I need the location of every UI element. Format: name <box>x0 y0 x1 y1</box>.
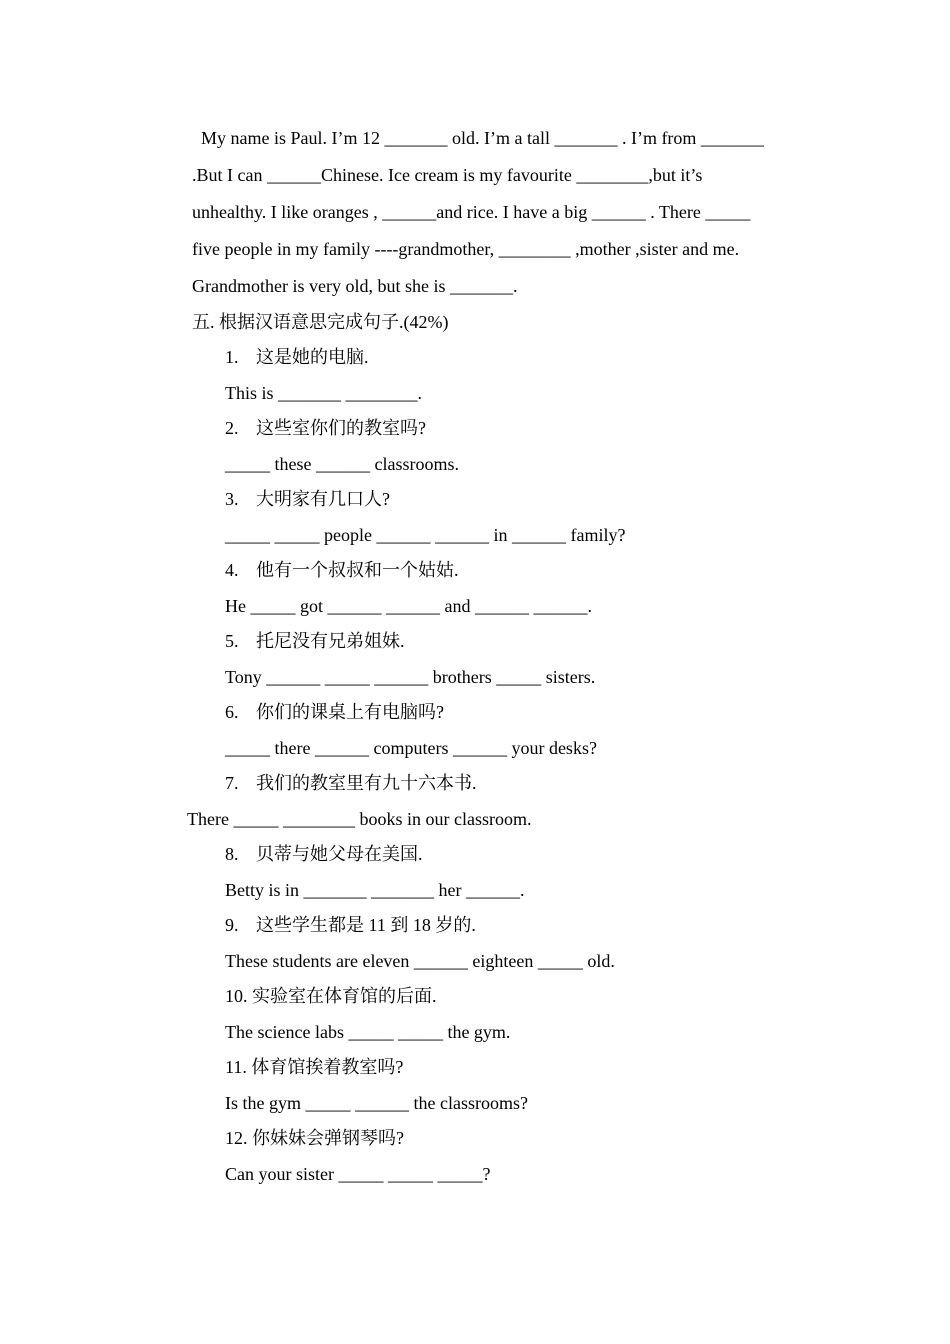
question-2-cn <box>225 417 426 439</box>
question-6-en: _____ there ______ computers ______ your desks? <box>225 738 597 758</box>
question-number: 9. <box>225 915 239 935</box>
question-number: 7. <box>225 773 239 793</box>
question-text-cn: 我们的教室里有九十六本书. <box>256 773 477 793</box>
question-6-cn <box>225 701 444 723</box>
question-number: 2. <box>225 418 239 438</box>
question-number: 5. <box>225 631 239 651</box>
question-11-cn <box>225 1056 403 1078</box>
question-9-cn <box>225 914 476 936</box>
question-8-cn <box>225 843 423 865</box>
question-number: 6. <box>225 702 239 722</box>
question-text-cn: 你们的课桌上有电脑吗? <box>256 702 444 722</box>
question-number: 11. <box>225 1057 247 1077</box>
question-number: 1. <box>225 347 239 367</box>
question-text-cn: 体育馆挨着教室吗? <box>251 1057 404 1077</box>
question-text-cn: 大明家有几口人? <box>256 489 390 509</box>
question-text-cn: 这是她的电脑. <box>256 347 369 367</box>
question-8-en: Betty is in _______ _______ her ______. <box>225 880 525 900</box>
passage-line-5: Grandmother is very old, but she is _______. <box>192 276 518 296</box>
question-text-cn: 你妹妹会弹钢琴吗? <box>252 1128 404 1148</box>
question-text-cn: 贝蒂与她父母在美国. <box>256 844 423 864</box>
question-number: 8. <box>225 844 239 864</box>
question-3-en: _____ _____ people ______ ______ in ______ family? <box>225 525 626 545</box>
question-number: 10. <box>225 986 248 1006</box>
question-11-en: Is the gym _____ ______ the classrooms? <box>225 1093 528 1113</box>
question-1-en: This is _______ ________. <box>225 383 423 403</box>
passage-line-2: .But I can ______Chinese. Ice cream is my favourite ________,but it’s <box>192 165 703 185</box>
question-10-en: The science labs _____ _____ the gym. <box>225 1022 511 1042</box>
question-12-en: Can your sister _____ _____ _____? <box>225 1164 491 1184</box>
question-10-cn <box>225 985 437 1007</box>
question-1-cn <box>225 346 369 368</box>
passage-line-1: My name is Paul. I’m 12 _______ old. I’m a tall _______ . I’m from _______ <box>192 128 764 148</box>
passage-line-3: unhealthy. I like oranges , ______and rice. I have a big ______ . There _____ <box>192 202 751 222</box>
question-3-cn <box>225 488 390 510</box>
question-2-en: _____ these ______ classrooms. <box>225 454 459 474</box>
section-heading: 五. 根据汉语意思完成句子.(42%) <box>192 312 449 332</box>
question-number: 4. <box>225 560 239 580</box>
question-text-cn: 实验室在体育馆的后面. <box>252 986 437 1006</box>
question-5-cn <box>225 630 405 652</box>
question-9-en: These students are eleven ______ eighteen _____ old. <box>225 951 615 971</box>
question-5-en: Tony ______ _____ ______ brothers _____ sisters. <box>225 667 596 687</box>
question-text-cn: 他有一个叔叔和一个姑姑. <box>256 560 459 580</box>
question-text-cn: 这些室你们的教室吗? <box>256 418 426 438</box>
question-text-cn: 托尼没有兄弟姐妹. <box>256 631 405 651</box>
question-4-en: He _____ got ______ ______ and ______ ______. <box>225 596 592 616</box>
question-4-cn <box>225 559 459 581</box>
question-7-en: There _____ ________ books in our classroom. <box>187 809 532 829</box>
question-7-cn <box>225 772 477 794</box>
question-12-cn <box>225 1127 404 1149</box>
question-number: 12. <box>225 1128 248 1148</box>
question-text-cn: 这些学生都是 11 到 18 岁的. <box>256 915 476 935</box>
question-number: 3. <box>225 489 239 509</box>
passage-line-4: five people in my family ----grandmother, ________ ,mother ,sister and me. <box>192 239 740 259</box>
